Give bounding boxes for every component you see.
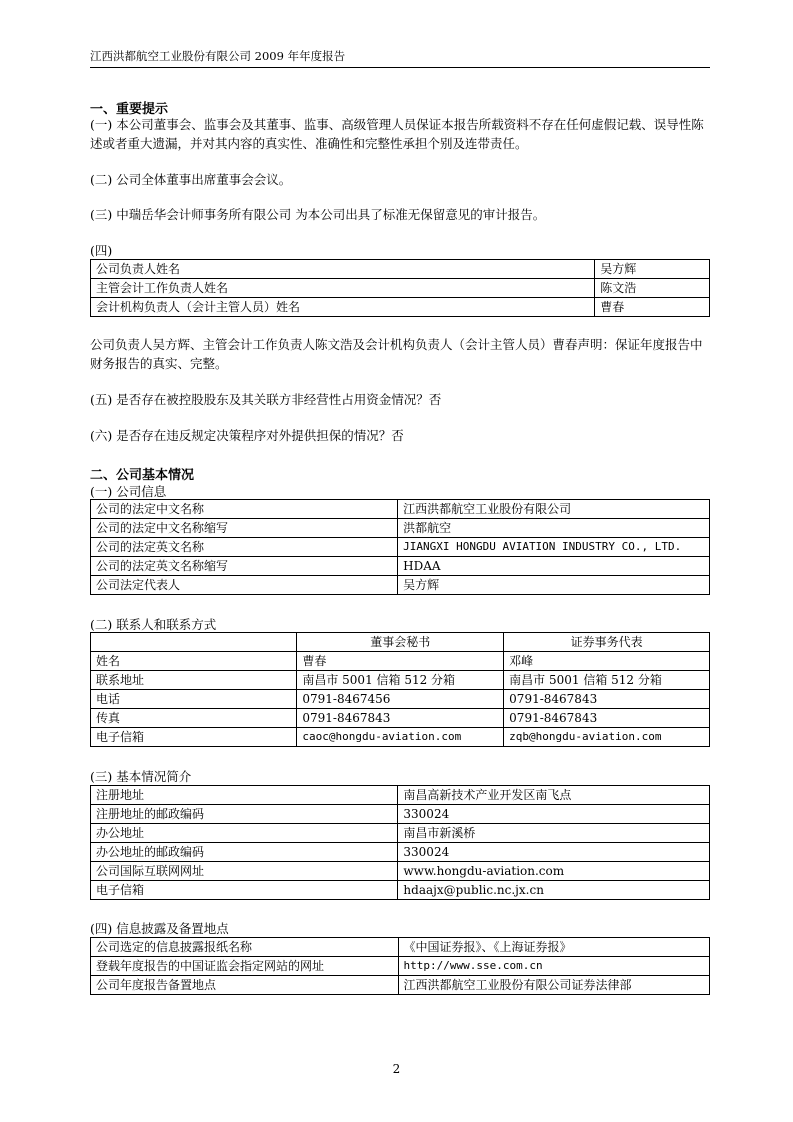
table-cell: 公司选定的信息披露报纸名称 [91, 938, 399, 957]
table-row [91, 728, 710, 747]
table-row [91, 538, 710, 557]
table-cell: HDAA [398, 557, 710, 576]
table-row [91, 786, 710, 805]
table-row [91, 709, 710, 728]
table-row [91, 671, 710, 690]
para-3: (三) 中瑞岳华会计师事务所有限公司 为本公司出具了标准无保留意见的审计报告。 [90, 207, 546, 222]
table-cell: 办公地址 [91, 824, 398, 843]
table-cell: 公司的法定英文名称 [91, 538, 398, 557]
subsection-company-info: (一) 公司信息 [90, 484, 167, 499]
para-2: (二) 公司全体董事出席董事会会议。 [90, 172, 292, 187]
table-cell: 洪都航空 [398, 519, 710, 538]
table-cell: 电话 [91, 690, 297, 709]
para-5: (五) 是否存在被控股股东及其关联方非经营性占用资金情况？否 [90, 392, 442, 407]
table-cell: http://www.sse.com.cn [398, 957, 710, 976]
table-row [91, 824, 710, 843]
table-row [91, 633, 710, 652]
table-cell: 330024 [398, 843, 710, 862]
table-cell: 吴方辉 [595, 260, 710, 279]
para-6: (六) 是否存在违反规定决策程序对外提供担保的情况？否 [90, 428, 404, 443]
table-cell: 注册地址的邮政编码 [91, 805, 398, 824]
company-info-table [90, 499, 710, 595]
table-cell: 会计机构负责人（会计主管人员）姓名 [91, 298, 595, 317]
table-cell: 登载年度报告的中国证监会指定网站的网址 [91, 957, 399, 976]
table-cell: 邓峰 [504, 652, 710, 671]
table-cell: 主管会计工作负责人姓名 [91, 279, 595, 298]
table-cell: 曹春 [595, 298, 710, 317]
table-cell [91, 633, 297, 652]
table-cell: 注册地址 [91, 786, 398, 805]
table-row [91, 843, 710, 862]
table-row [91, 976, 710, 995]
table-row [91, 652, 710, 671]
table-cell: 电子信箱 [91, 728, 297, 747]
table-cell: hdaajx@public.nc.jx.cn [398, 881, 710, 900]
table-row [91, 500, 710, 519]
table-row [91, 260, 710, 279]
subsection-disclosure: (四) 信息披露及备置地点 [90, 921, 229, 936]
table-cell: 0791-8467843 [504, 690, 710, 709]
table-row [91, 957, 710, 976]
table-row [91, 279, 710, 298]
table-cell: 公司法定代表人 [91, 576, 398, 595]
running-header: 江西洪都航空工业股份有限公司 2009 年年度报告 [90, 49, 346, 63]
table-cell: 吴方辉 [398, 576, 710, 595]
table-row [91, 519, 710, 538]
table-header-cell: 证券事务代表 [504, 633, 710, 652]
table-row [91, 576, 710, 595]
table-cell: JIANGXI HONGDU AVIATION INDUSTRY CO., LTD. [398, 538, 710, 557]
table-cell: 公司的法定中文名称缩写 [91, 519, 398, 538]
statement-paragraph: 公司负责人吴方辉、主管会计工作负责人陈文浩及会计机构负责人（会计主管人员）曹春声明：保证年度报告中财务报告的真实、完整。 [90, 337, 703, 371]
subsection-contacts: (二) 联系人和联系方式 [90, 617, 217, 632]
table-cell: 0791-8467456 [297, 690, 504, 709]
table-cell: 公司国际互联网网址 [91, 862, 398, 881]
table-cell: 330024 [398, 805, 710, 824]
table-cell: 公司负责人姓名 [91, 260, 595, 279]
section-heading-1: 一、重要提示 [90, 102, 169, 117]
table-cell: 公司的法定英文名称缩写 [91, 557, 398, 576]
table-row [91, 938, 710, 957]
table-cell: 传真 [91, 709, 297, 728]
table-cell: 南昌市 5001 信箱 512 分箱 [297, 671, 504, 690]
table-row [91, 805, 710, 824]
table-row [91, 881, 710, 900]
table-cell: www.hongdu-aviation.com [398, 862, 710, 881]
table-cell: 0791-8467843 [297, 709, 504, 728]
table-cell: caoc@hongdu-aviation.com [297, 728, 504, 747]
table-cell: 南昌市 5001 信箱 512 分箱 [504, 671, 710, 690]
table-row [91, 862, 710, 881]
header-divider [90, 67, 710, 68]
section-heading-2: 二、公司基本情况 [90, 468, 195, 483]
table-cell: zqb@hongdu-aviation.com [504, 728, 710, 747]
table-cell: 电子信箱 [91, 881, 398, 900]
basic-info-table [90, 785, 710, 900]
table-row [91, 690, 710, 709]
table-cell: 南昌高新技术产业开发区南飞点 [398, 786, 710, 805]
table-row [91, 298, 710, 317]
table-row [91, 557, 710, 576]
table-cell: 陈文浩 [595, 279, 710, 298]
table-cell: 江西洪都航空工业股份有限公司 [398, 500, 710, 519]
para-4-label: (四) [90, 243, 113, 258]
contacts-table [90, 632, 710, 747]
disclosure-table [90, 937, 710, 995]
table-cell: 0791-8467843 [504, 709, 710, 728]
table-cell: 曹春 [297, 652, 504, 671]
para-1: (一) 本公司董事会、监事会及其董事、监事、高级管理人员保证本报告所载资料不存在任何虚假记载、误导性陈述或者重大遗漏，并对其内容的真实性、准确性和完整性承担个别及连带责任。 [90, 117, 704, 151]
officers-table [90, 259, 710, 317]
table-cell: 江西洪都航空工业股份有限公司证券法律部 [398, 976, 710, 995]
table-header-cell: 董事会秘书 [297, 633, 504, 652]
table-cell: 姓名 [91, 652, 297, 671]
table-cell: 公司的法定中文名称 [91, 500, 398, 519]
table-cell: 南昌市新溪桥 [398, 824, 710, 843]
table-cell: 公司年度报告备置地点 [91, 976, 399, 995]
page-number: 2 [392, 1062, 401, 1076]
subsection-basic-info: (三) 基本情况简介 [90, 769, 192, 784]
table-cell: 办公地址的邮政编码 [91, 843, 398, 862]
table-cell: 联系地址 [91, 671, 297, 690]
table-cell: 《中国证券报》、《上海证券报》 [398, 938, 710, 957]
